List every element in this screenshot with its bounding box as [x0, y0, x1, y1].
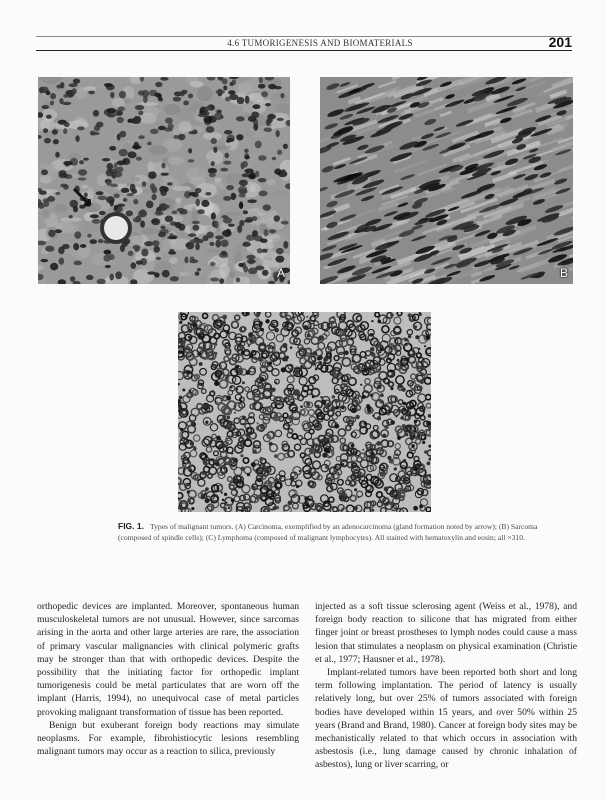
paragraph: Implant-related tumors have been reported both short and long term following implantation. The period of latency is usually relatively long, but over 25% of tumors associated with foreign bodies have developed within 15 years, and over 50% within 25 years (Brand and Brand, 1980). Cancer at foreign body sites may be mechanistically related to that which occurs in association with asbestosis (i.e., lung damage caused by chronic inhalation of asbestos), lung or liver scarring, or	[315, 667, 577, 771]
carcinoma-micrograph	[38, 77, 290, 284]
header-rule	[36, 50, 572, 51]
body-column-left	[37, 600, 299, 758]
micrograph-panel-b	[320, 77, 573, 284]
lymphoma-micrograph	[178, 312, 431, 512]
top-rule	[36, 36, 572, 37]
paragraph: Benign but exuberant foreign body reactions may simulate neoplasms. For example, fibrohistiocytic lesions resembling malignant tumors may occur as a reaction to silica, previously	[37, 719, 299, 758]
panel-label-a: A	[276, 266, 285, 280]
figure-caption	[118, 521, 570, 543]
body-column-right	[315, 600, 577, 772]
micrograph-panel-c	[178, 312, 431, 512]
sarcoma-micrograph	[320, 77, 573, 284]
paragraph: injected as a soft tissue sclerosing agent (Weiss et al., 1978), and foreign body reaction to silicone that has migrated from either finger joint or breast prostheses to lymph nodes could cause a mass lesion that stimulates a neoplasm on physical examination (Christie et al., 1977; Hausner et al., 1978).	[315, 601, 577, 665]
paragraph: orthopedic devices are implanted. Moreover, spontaneous human musculoskeletal tumors are not unusual. However, since sarcomas arising in the aorta and other large arteries are rare, the association of primary vascular malignancies with clinical polymeric grafts may be stronger than that with orthopedic devices. Despite the possibility that the initiating factor for orthopedic implant tumorigenesis could be metal particulates that are worn off the implant (Harris, 1994), no unequivocal case of metal particles provoking malignant transformation of tissue has been reported.	[37, 601, 299, 718]
micrograph-panel-a	[38, 77, 290, 284]
page-number: 201	[548, 34, 572, 50]
figure-caption-text: Types of malignant tumors. (A) Carcinoma, exemplified by an adenocarcinoma (gland formation noted by arrow); (B) Sarcoma (composed of spindle cells); (C) Lymphoma (composed of malignant lymphocytes). All stained with hematoxylin and eosin; all ×310.	[118, 522, 538, 542]
running-head: 4.6 TUMORIGENESIS AND BIOMATERIALS	[227, 38, 413, 48]
figure-caption-label: FIG. 1.	[118, 521, 144, 531]
panel-label-b: B	[559, 266, 568, 280]
